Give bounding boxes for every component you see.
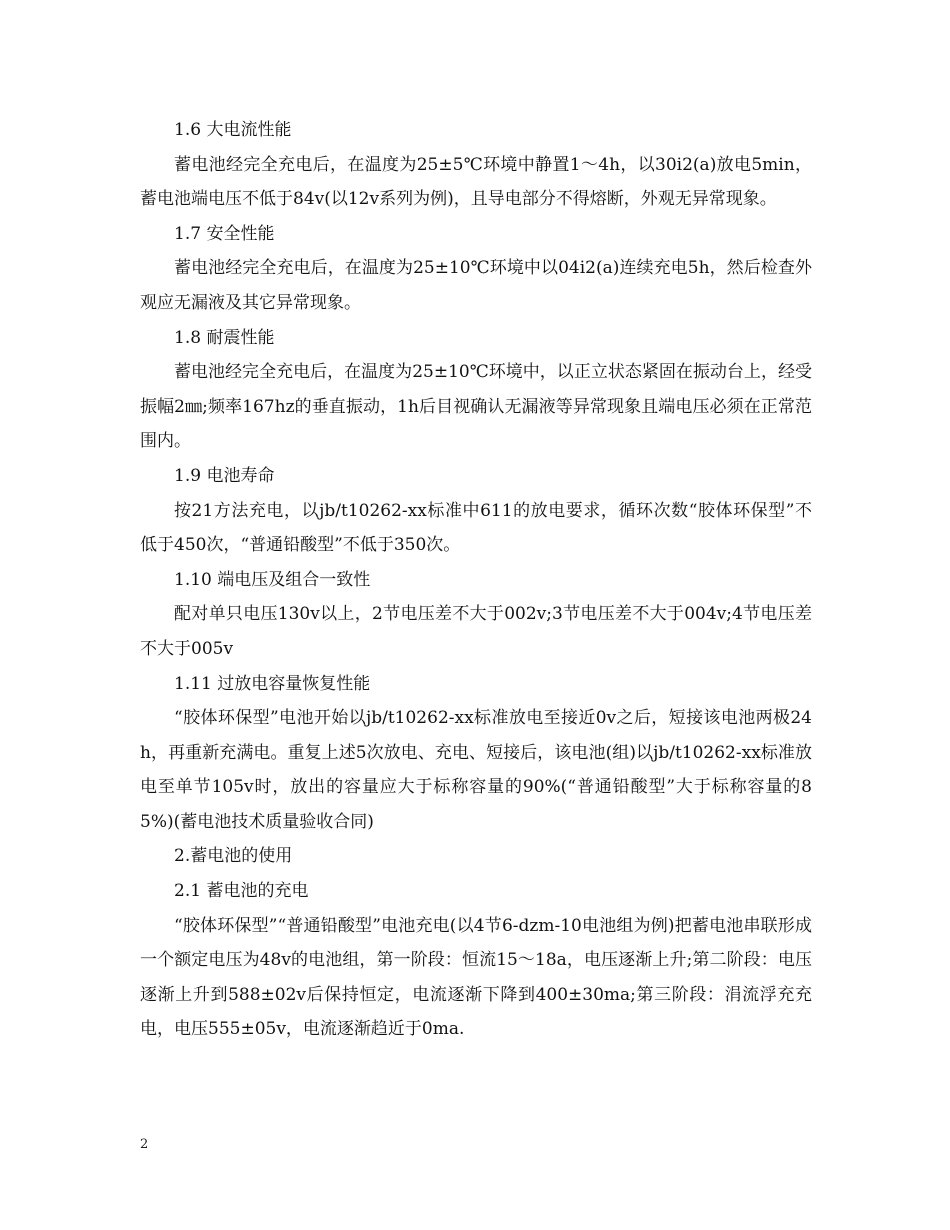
paragraph-over-discharge: “胶体环保型”电池开始以jb/t10262-xx标准放电至接近0v之后，短接该电池两极24h，再重新充满电。重复上述5次放电、充电、短接后，该电池(组)以jb/t10262-xx标准放电至单节105v时，放出的容量应大于标称容量的90%(“普通铅酸型”大于标称容量的85%)(蓄电池技术质量验收合同)	[140, 708, 812, 832]
section-heading-2: 2.蓄电池的使用	[174, 846, 293, 867]
page-number: 2	[140, 1137, 149, 1152]
section-heading-1-7: 1.7 安全性能	[174, 223, 275, 244]
section-heading-1-10: 1.10 端电压及组合一致性	[174, 569, 371, 590]
section-heading-2-1: 2.1 蓄电池的充电	[174, 881, 309, 902]
paragraph-safety: 蓄电池经完全充电后，在温度为25±10℃环境中以04i2(a)连续充电5h，然后检查外观应无漏液及其它异常现象。	[140, 258, 812, 313]
document-body	[140, 113, 812, 1047]
section-heading-1-9: 1.9 电池寿命	[174, 465, 275, 486]
paragraph-vibration: 蓄电池经完全充电后，在温度为25±10℃环境中，以正立状态紧固在振动台上，经受振幅2㎜;频率167hz的垂直振动，1h后目视确认无漏液等异常现象且端电压必须在正常范围内。	[140, 362, 812, 452]
paragraph-high-current: 蓄电池经完全充电后，在温度为25±5℃环境中静置1～4h，以30i2(a)放电5min，蓄电池端电压不低于84v(以12v系列为例)，且导电部分不得熔断，外观无异常现象。	[140, 154, 812, 210]
section-heading-1-8: 1.8 耐震性能	[174, 327, 275, 348]
section-heading-1-6: 1.6 大电流性能	[174, 120, 292, 140]
section-heading-1-11: 1.11 过放电容量恢复性能	[174, 673, 371, 694]
paragraph-voltage-consistency: 配对单只电压130v以上，2节电压差不大于002v;3节电压差不大于004v;4节电压差不大于005v	[140, 604, 812, 659]
paragraph-charging: “胶体环保型”“普通铅酸型”电池充电(以4节6-dzm-10电池组为例)把蓄电池串联形成一个额定电压为48v的电池组，第一阶段：恒流15～18a，电压逐渐上升;第二阶段：电压逐渐上升到588±02v后保持恒定，电流逐渐下降到400±30ma;第三阶段：涓流浮充充电，电压555±05v，电流逐渐趋近于0ma.	[140, 915, 812, 1040]
paragraph-battery-life: 按21方法充电，以jb/t10262-xx标准中611的放电要求，循环次数“胶体环保型”不低于450次，“普通铅酸型”不低于350次。	[140, 500, 812, 556]
